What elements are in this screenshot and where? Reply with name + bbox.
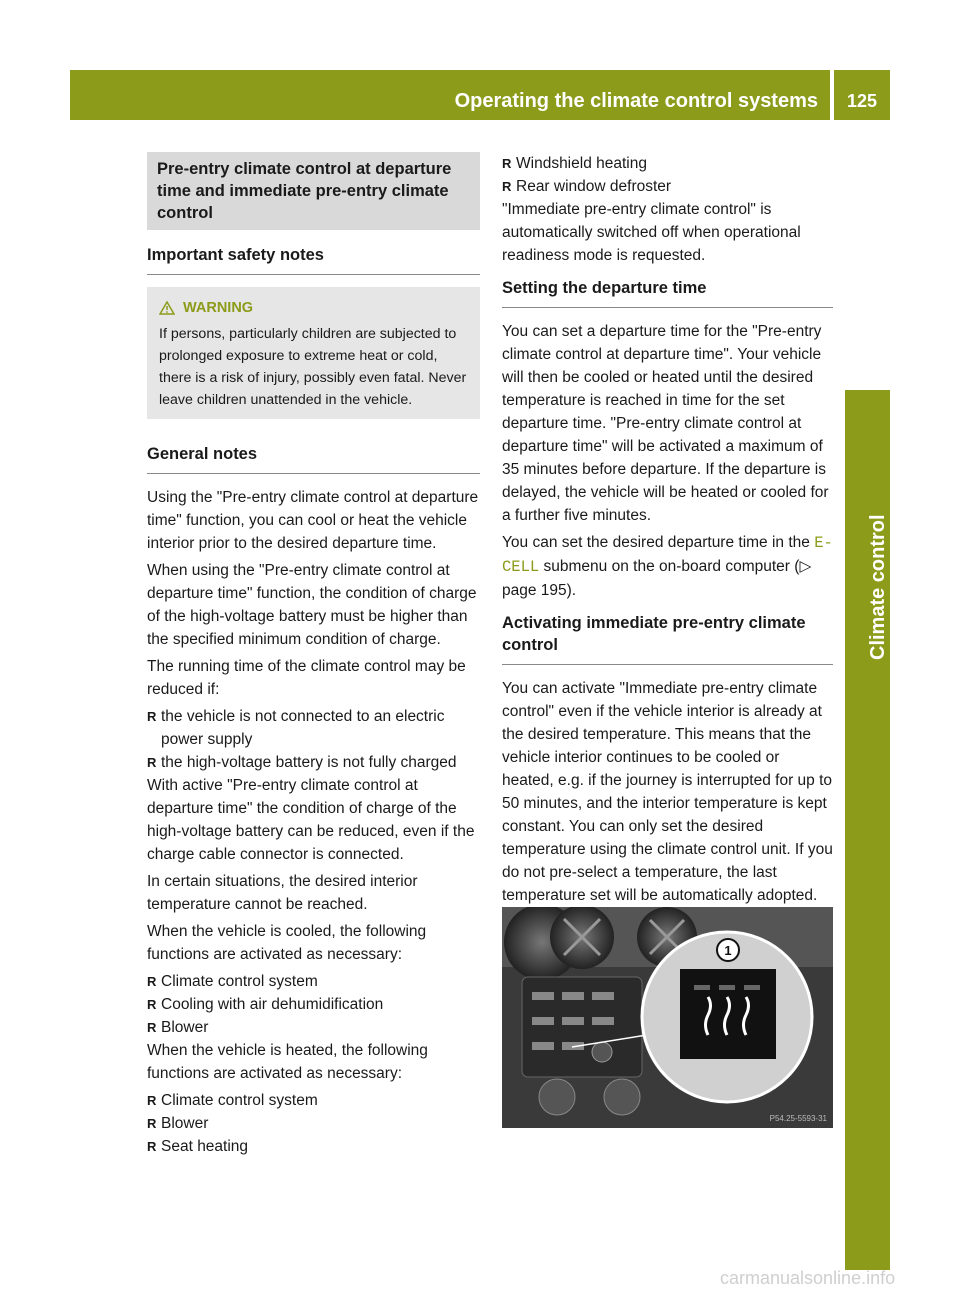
page-reference[interactable]: (▷ page 195). xyxy=(502,558,812,599)
paragraph: When using the "Pre-entry climate control at departure time" function, the condition of charge of the high-voltage battery must be higher than the specified minimum condition of charge. xyxy=(147,562,477,648)
heading-activating: Activating immediate pre-entry climate control xyxy=(502,606,833,665)
paragraph: "Immediate pre-entry climate control" is automatically switched off when operational readiness mode is requested. xyxy=(502,201,801,264)
heading-general-notes: General notes xyxy=(147,437,480,474)
paragraph: When the vehicle is heated, the following functions are activated as necessary: xyxy=(147,1042,428,1082)
list-item: R Climate control system xyxy=(147,1092,318,1109)
warning-text: If persons, particularly children are subjected to prolonged exposure to extreme heat or cold, there is a risk of injury, possibly even fatal. Never leave children unattended in the vehicle. xyxy=(159,326,467,408)
warning-box xyxy=(147,287,480,419)
list-item: R Climate control system xyxy=(147,973,318,990)
paragraph: In certain situations, the desired interior temperature cannot be reached. xyxy=(147,873,418,913)
paragraph: You can set a departure time for the "Pre-entry climate control at departure time". Your vehicle will then be cooled or heated until the desired temperature is reached in time for the set departure time. "Pre-entry climate control at departure time" will be activated a maximum of 35 minutes before departure. If the departure is delayed, the vehicle will be heated or cooled for a further five minutes. xyxy=(502,323,829,524)
watermark: carmanualsonline.info xyxy=(720,1268,896,1288)
dashboard-illustration xyxy=(502,907,833,1128)
list-item: R the high-voltage battery is not fully charged xyxy=(147,754,457,771)
ecell-menu-code: E-CELL xyxy=(502,534,833,576)
side-tab-label: Climate control xyxy=(867,514,889,660)
heading-departure-time: Setting the departure time xyxy=(502,271,833,308)
paragraph-ecell: You can set the desired departure time in the E-CELL submenu on the on-board computer (▷ page 195). xyxy=(502,534,833,599)
figure-callout: 1 xyxy=(724,943,732,958)
list-item: R Windshield heating xyxy=(502,155,647,172)
section-title: Pre-entry climate control at departure time and immediate pre-entry climate control xyxy=(147,152,480,230)
right-column xyxy=(502,152,833,911)
figure-code: P54.25-5593-31 xyxy=(769,1114,827,1123)
paragraph: Using the "Pre-entry climate control at departure time" function, you can cool or heat the vehicle interior prior to the desired departure time. xyxy=(147,489,479,552)
list-item: R Cooling with air dehumidification xyxy=(147,996,384,1013)
left-column xyxy=(147,152,480,1158)
page-number: 125 xyxy=(846,91,878,111)
paragraph: The running time of the climate control may be reduced if: xyxy=(147,658,466,698)
warning-triangle-icon xyxy=(159,301,175,315)
list-item: R Rear window defroster xyxy=(502,178,672,195)
paragraph: When the vehicle is cooled, the following functions are activated as necessary: xyxy=(147,923,427,963)
list-item: R Blower xyxy=(147,1115,209,1132)
warning-title: WARNING xyxy=(159,297,468,319)
heading-safety-notes: Important safety notes xyxy=(147,238,480,275)
list-item: R Seat heating xyxy=(147,1138,249,1155)
dashboard-figure xyxy=(502,907,833,1128)
paragraph: You can activate "Immediate pre-entry climate control" even if the vehicle interior is already at the desired temperature. This means that the vehicle interior continues to be cooled or heated, e.g. if the journey is interrupted for up to 50 minutes, and the interior temperature is kept constant. You can only set the desired temperature using the climate control unit. If you do not pre-select a temperature, the last temperature set will be automatically adopted. xyxy=(502,680,833,904)
list-item: R Blower xyxy=(147,1019,209,1036)
page-header-title: Operating the climate control systems xyxy=(454,90,818,112)
list-item: R the vehicle is not connected to an electric power supply xyxy=(147,708,445,748)
paragraph: With active "Pre-entry climate control at departure time" the condition of charge of the high-voltage battery can be reduced, even if the charge cable connector is connected. xyxy=(147,777,475,863)
